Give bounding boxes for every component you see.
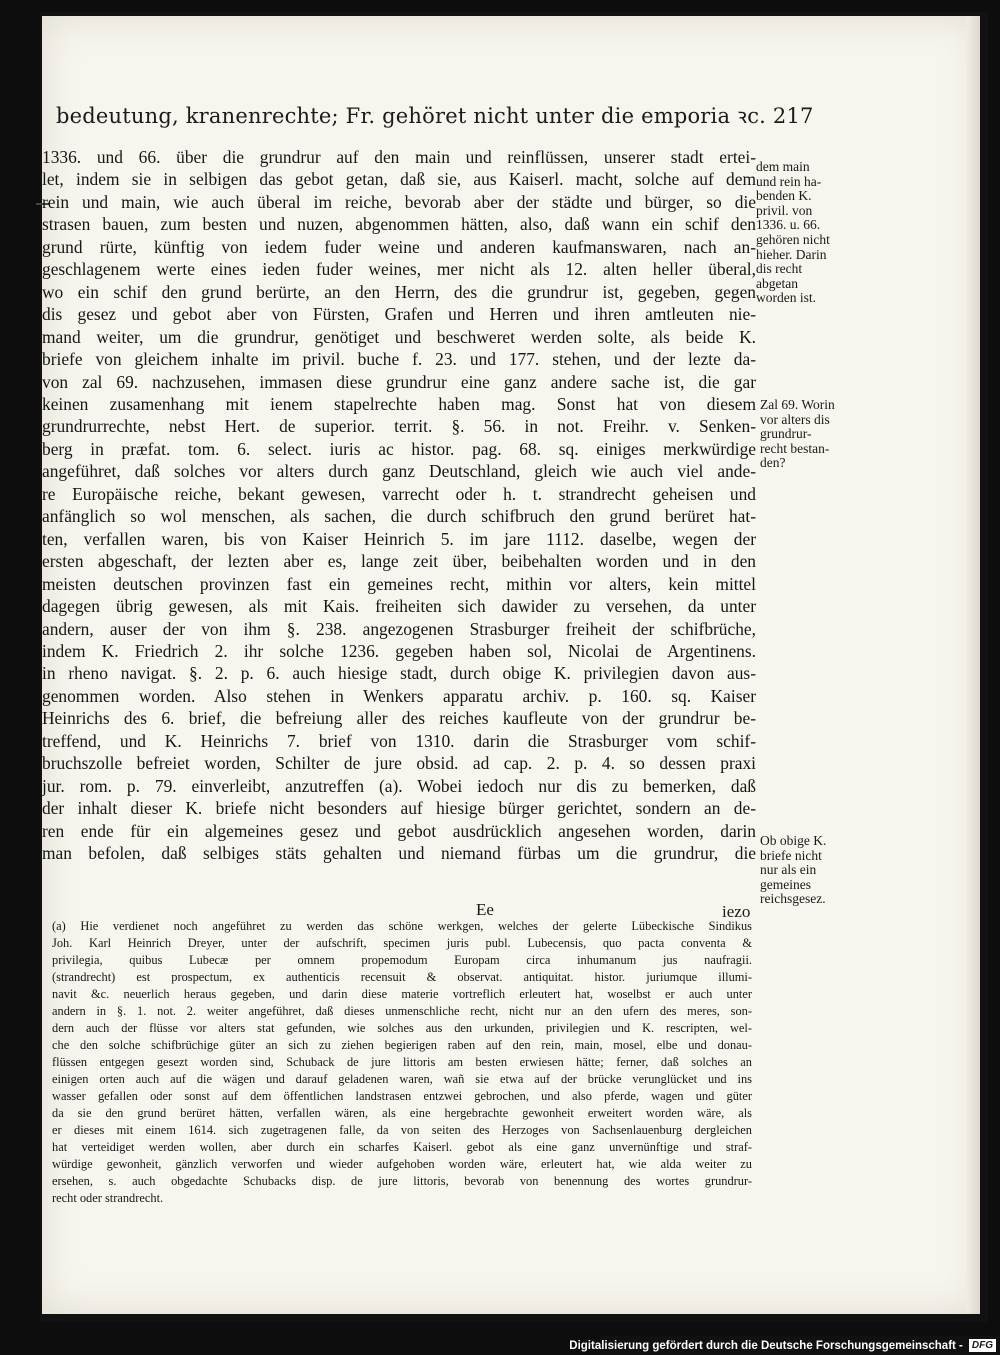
text-line: dis gesez und gebot aber von Fürsten, Grafen und Herren und ihren amtleuten nie- xyxy=(42,304,756,325)
footnote-line: da sie den grund berüret hätten, verfallen wären, als eine hergebrachte gewonheit erweitert worden wäre, als xyxy=(52,1106,752,1120)
text-line: der inhalt dieser K. briefe nicht besonders auf hiesige bürger gerichtet, sondern an de- xyxy=(42,798,756,819)
text-line: anfänglich so wol menschen, als sachen, die durch schifbruch den grund berüret hat- xyxy=(42,506,756,527)
text-line: grund rürte, künftig von iedem fuder weine und anderen kaufmanswaren, nach an- xyxy=(42,236,756,257)
text-line: mand weiter, um die grundrur, genötiget und beschweret werden solte, als beide K. xyxy=(42,326,756,347)
footnote-line: che den solche schifbrüchige güter an sich zu ziehen begierigen raben auf den rein, main, mosel, elbe und donau- xyxy=(52,1038,752,1052)
catchword: iezo xyxy=(722,902,751,921)
footnote-line: andern in §. 1. not. 2. weiter angeführet, daß dieses unmenschliche recht, nicht nur an den ufern des meres, son- xyxy=(52,1004,752,1018)
main-text-block xyxy=(42,146,756,865)
text-line: Heinrichs des 6. brief, die befreiung aller des reiches kaufleute von der grundrur be- xyxy=(42,708,756,729)
footnote-line: recht oder strandrecht. xyxy=(52,1191,164,1205)
digitization-credit-text: Digitalisierung gefördert durch die Deutsche Forschungsgemeinschaft - xyxy=(569,1339,963,1352)
text-line: in rheno navigat. §. 2. p. 6. auch hiesige stadt, durch obige K. privilegien davon aus- xyxy=(42,663,756,684)
text-line: angeführet, daß solches vor alters durch ganz Deutschland, gleich wie auch viel ande- xyxy=(42,461,756,482)
footnote-line: würdige gewonheit, gänzlich verworfen und wieder aufgehoben worden wäre, erleutert hat, wie alda weiter zu xyxy=(52,1157,752,1171)
text-line: dagegen übrig gewesen, als mit Kais. freiheiten sich dawider zu versehen, da unter xyxy=(42,596,756,617)
signature-mark: Ee xyxy=(476,900,494,919)
page-edge xyxy=(966,16,980,1314)
text-line: von zal 69. nachzusehen, immasen diese grundrur eine ganz andere sache ist, die gar xyxy=(42,371,756,392)
text-line: andern, auser der von ihm §. 238. angezogenen Strasburger freiheit der schifbrüche, xyxy=(42,618,756,639)
running-head: bedeutung, kranenrechte; Fr. gehöret nicht unter die emporia ꝛc. 217 xyxy=(56,104,814,128)
footnote-line: er dieses mit einem 1614. sich zugetragenen falle, da von seiten des Herzoges von Sachsenlauenburg dergleichen xyxy=(52,1123,752,1137)
footnote-line: flüssen entgegen gesezt worden sind, Schuback de jure littoris am besten erwiesen hätte; ferner, daß solches an xyxy=(52,1055,752,1069)
footnote-line: Joh. Karl Heinrich Dreyer, unter der aufschrift, specimen juris publ. Lubecensis, quo pacta conventa & xyxy=(52,936,752,950)
text-line: berg in præfat. tom. 6. select. iuris ac histor. pag. 68. sq. einiges merkwürdige xyxy=(42,438,756,459)
text-line: indem K. Friedrich 2. ihr solche 1236. gegeben haben sol, Nicolai de Argentinens. xyxy=(42,640,756,661)
text-line: re Europäische reiche, bekant gewesen, varrecht oder h. t. strandrecht geheisen und xyxy=(42,483,756,504)
margin-note-zal-69: Zal 69. Worin vor alters dis grundrur- recht bestan- den? xyxy=(760,397,835,471)
text-line: genommen worden. Also stehen in Wenkers apparatu archiv. p. 160. sq. Kaiser xyxy=(42,685,756,706)
footnote-line: einigen orten auch auf die wägen und darauf geladenen waren, wañ sie etwa auf der brücke verunglücket und ins xyxy=(52,1072,752,1086)
text-line: briefe von gleichem inhalte im privil. buche f. 23. und 177. stehen, und der lezte da- xyxy=(42,349,756,370)
footnote-line: navit &c. neuerlich heraus gegeben, und darin diese materie vortreflich erleutert hat, woselbst er auch unter xyxy=(52,987,752,1001)
margin-note-ob-obige: Ob obige K. briefe nicht nur als ein gemeines reichsgesez. xyxy=(760,833,827,907)
text-line: meisten deutschen provinzen fast ein gemeines recht, mithin vor alters, kein mittel xyxy=(42,573,756,594)
text-line: 1336. und 66. über die grundrur auf den main und reinflüssen, unserer stadt ertei- xyxy=(42,147,756,167)
text-line: ten, verfallen waren, bis von Kaiser Heinrich 5. im jare 1112. daselbe, wegen der xyxy=(42,528,756,549)
footnote-line: ersehen, s. auch obgedachte Schubacks disp. de jure littoris, bevorab von benennung des wortes grundrur- xyxy=(52,1174,752,1188)
text-line: wo ein schif den grund berürte, an den Herrn, des die grundrur ist, gegeben, gegen xyxy=(42,281,756,302)
text-line: bruchszolle befreiet worden, Schilter de jure obsid. ad cap. 2. p. 4. so dessen praxi xyxy=(42,753,756,774)
margin-note-main-rein: dem main und rein ha- benden K. privil. von 1336. u. 66. gehören nicht hieher. Darin dis recht abgetan worden ist. xyxy=(756,159,830,306)
text-line: man befolen, daß selbiges stäts gehalten und niemand fürbas um die grundrur, die xyxy=(42,843,756,864)
text-line: ersten abgeschaft, der lezten aber es, lange zeit über, beibehalten worden und in den xyxy=(42,551,756,572)
text-line: keinen zusamenhang mit ienem stapelrechte haben mag. Sonst hat von diesem xyxy=(42,393,756,414)
footnote-line: (strandrecht) est prospectum, ex authenticis recensuit & observat. antiquitat. histor. juriumque illumi- xyxy=(52,970,752,984)
text-line: jur. rom. p. 79. einverleibt, anzutreffen (a). Wobei iedoch nur dis zu bemerken, daß xyxy=(42,775,756,796)
digitization-credit-bar xyxy=(569,1336,1000,1355)
footnote-line: dern auch der flüsse vor alters stat gefunden, wie solches aus den urkunden, privilegien und K. rescripten, wel- xyxy=(52,1021,752,1035)
footnote-line: (a) Hie verdienet noch angeführet zu werden das schöne werkgen, welches der gelerte Lübeckische Sindikus xyxy=(52,919,752,933)
text-line: let, indem sie in selbigen das gebot getan, daß sie, aus Kaiserl. macht, solche auf dem xyxy=(42,169,756,190)
text-line: strasen bauen, zum besten und nuzen, abgenommen hätten, also, daß wann ein schif den xyxy=(42,214,756,235)
text-line: geschlagenem werte eines ieden fuder weines, mer nicht als 12. alten heller überal, xyxy=(42,259,756,280)
text-line: grundrurrechte, nebst Hert. de superior. territ. §. 56. in not. Freihr. v. Senken- xyxy=(42,416,756,437)
footnote-line: hat verteidiget werden wollen, aber durch ein scharfes Kaiserl. gebot als eine ganz unvernünftige und straf- xyxy=(52,1140,752,1154)
footnote-block xyxy=(52,918,752,1207)
footnote-line: privilegia, quibus Lubecæ per omnem propemodum Europam circa inhumanum jus naufragii. xyxy=(52,953,752,967)
dfg-logo: DFG xyxy=(969,1339,996,1352)
text-line: rein und main, wie auch überal im reiche, bevorab aber der städte und bürger, so die xyxy=(42,191,756,212)
footnote-line: wasser gefallen oder sonst auf dem öffentlichen landstrasen entzwei gebrochen, und also pferde, wagen und güter xyxy=(52,1089,752,1103)
text-line: ren ende für ein algemeines gesez und gebot ausdrücklich angesehen worden, darin xyxy=(42,820,756,841)
text-line: treffend, und K. Heinrichs 7. brief von 1310. darin die Strasburger vom schif- xyxy=(42,730,756,751)
